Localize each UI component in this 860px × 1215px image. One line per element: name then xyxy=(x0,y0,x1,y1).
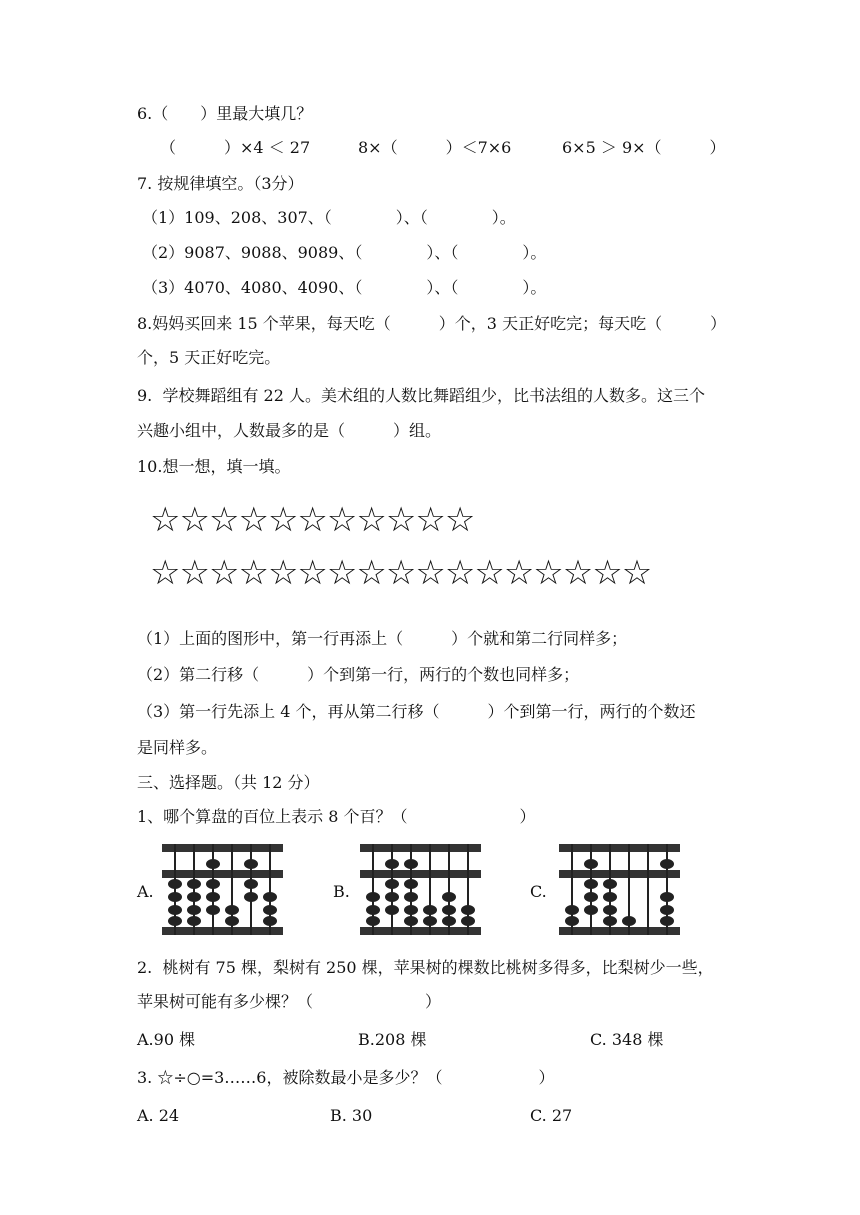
q7-line-3: （3）4070、4080、4090、（ ）、（ ）。 xyxy=(142,278,547,297)
c2-line-2: 苹果树可能有多少棵？（ ） xyxy=(137,992,442,1011)
star-icon: ☆ xyxy=(150,500,180,540)
q10-sub-3: （3）第一行先添上 4 个，再从第二行移（ ）个到第一行，两行的个数还 xyxy=(137,702,696,721)
c2-option-a: A.90 棵 xyxy=(137,1030,196,1049)
star-icon: ☆ xyxy=(621,553,652,593)
q6-item-2: 8×（ ）＜7×6 xyxy=(358,138,512,157)
star-icon: ☆ xyxy=(238,500,268,540)
star-icon: ☆ xyxy=(297,500,327,540)
star-icon: ☆ xyxy=(533,553,563,593)
q6-title: 6.（ ）里最大填几？ xyxy=(137,104,313,123)
star-icon: ☆ xyxy=(356,553,386,593)
star-icon: ☆ xyxy=(326,500,357,540)
star-icon: ☆ xyxy=(267,500,298,540)
star-icon: ☆ xyxy=(179,500,209,540)
abacus-b-icon xyxy=(358,842,483,937)
c1-option-a-label: A. xyxy=(137,882,154,901)
star-icon: ☆ xyxy=(444,500,475,540)
q8-line-1: 8.妈妈买回来 15 个苹果，每天吃（ ）个，3 天正好吃完；每天吃（ ） xyxy=(137,314,727,333)
star-icon: ☆ xyxy=(385,500,416,540)
q7-line-1: （1）109、208、307、（ ）、（ ）。 xyxy=(142,208,516,227)
q10-sub-1: （1）上面的图形中，第一行再添上（ ）个就和第二行同样多； xyxy=(137,629,628,648)
star-icon: ☆ xyxy=(238,553,268,593)
q7-line-2: （2）9087、9088、9089、（ ）、（ ）。 xyxy=(142,243,547,262)
q6-item-1: （ ）×4 ＜ 27 xyxy=(160,138,311,157)
c2-line-1: 2. 桃树有 75 棵，梨树有 250 棵，苹果树的棵数比桃树多得多，比梨树少一些， xyxy=(137,958,714,977)
star-icon: ☆ xyxy=(592,553,622,593)
star-icon: ☆ xyxy=(474,553,504,593)
c3-option-a: A. 24 xyxy=(137,1106,180,1125)
star-icon: ☆ xyxy=(415,553,445,593)
star-icon: ☆ xyxy=(385,553,416,593)
star-icon: ☆ xyxy=(208,500,239,540)
star-icon: ☆ xyxy=(179,553,209,593)
c2-option-b: B.208 棵 xyxy=(358,1030,427,1049)
q10-title: 10.想一想，填一填。 xyxy=(137,457,291,476)
star-icon: ☆ xyxy=(326,553,357,593)
c3-question: 3. ☆÷○=3……6，被除数最小是多少？（ ） xyxy=(137,1068,555,1087)
q6-item-3: 6×5 ＞ 9×（ ） xyxy=(562,138,726,157)
c3-option-b: B. 30 xyxy=(330,1106,373,1125)
c1-question: 1、哪个算盘的百位上表示 8 个百？（ ） xyxy=(137,807,536,826)
star-icon: ☆ xyxy=(562,553,593,593)
abacus-a-icon xyxy=(160,842,285,937)
c2-option-c: C. 348 棵 xyxy=(590,1030,664,1049)
q8-line-2: 个，5 天正好吃完。 xyxy=(137,348,281,367)
c1-option-c-label: C. xyxy=(530,882,547,901)
section-3-title: 三、选择题。（共 12 分） xyxy=(137,773,320,792)
star-icon: ☆ xyxy=(208,553,239,593)
star-row-2 xyxy=(150,553,651,593)
star-icon: ☆ xyxy=(267,553,298,593)
star-icon: ☆ xyxy=(415,500,445,540)
star-row-1 xyxy=(150,500,474,540)
star-icon: ☆ xyxy=(503,553,534,593)
q9-line-1: 9. 学校舞蹈组有 22 人。美术组的人数比舞蹈组少，比书法组的人数多。这三个 xyxy=(137,386,705,405)
abacus-c-icon xyxy=(557,842,682,937)
c1-option-b-label: B. xyxy=(333,882,350,901)
q10-sub-4: 是同样多。 xyxy=(137,738,218,757)
star-icon: ☆ xyxy=(356,500,386,540)
star-icon: ☆ xyxy=(150,553,180,593)
q9-line-2: 兴趣小组中，人数最多的是（ ）组。 xyxy=(137,421,442,440)
q10-sub-2: （2）第二行移（ ）个到第一行，两行的个数也同样多； xyxy=(137,665,580,684)
c3-option-c: C. 27 xyxy=(530,1106,573,1125)
star-icon: ☆ xyxy=(444,553,475,593)
q7-title: 7. 按规律填空。（3分） xyxy=(137,174,304,193)
star-icon: ☆ xyxy=(297,553,327,593)
